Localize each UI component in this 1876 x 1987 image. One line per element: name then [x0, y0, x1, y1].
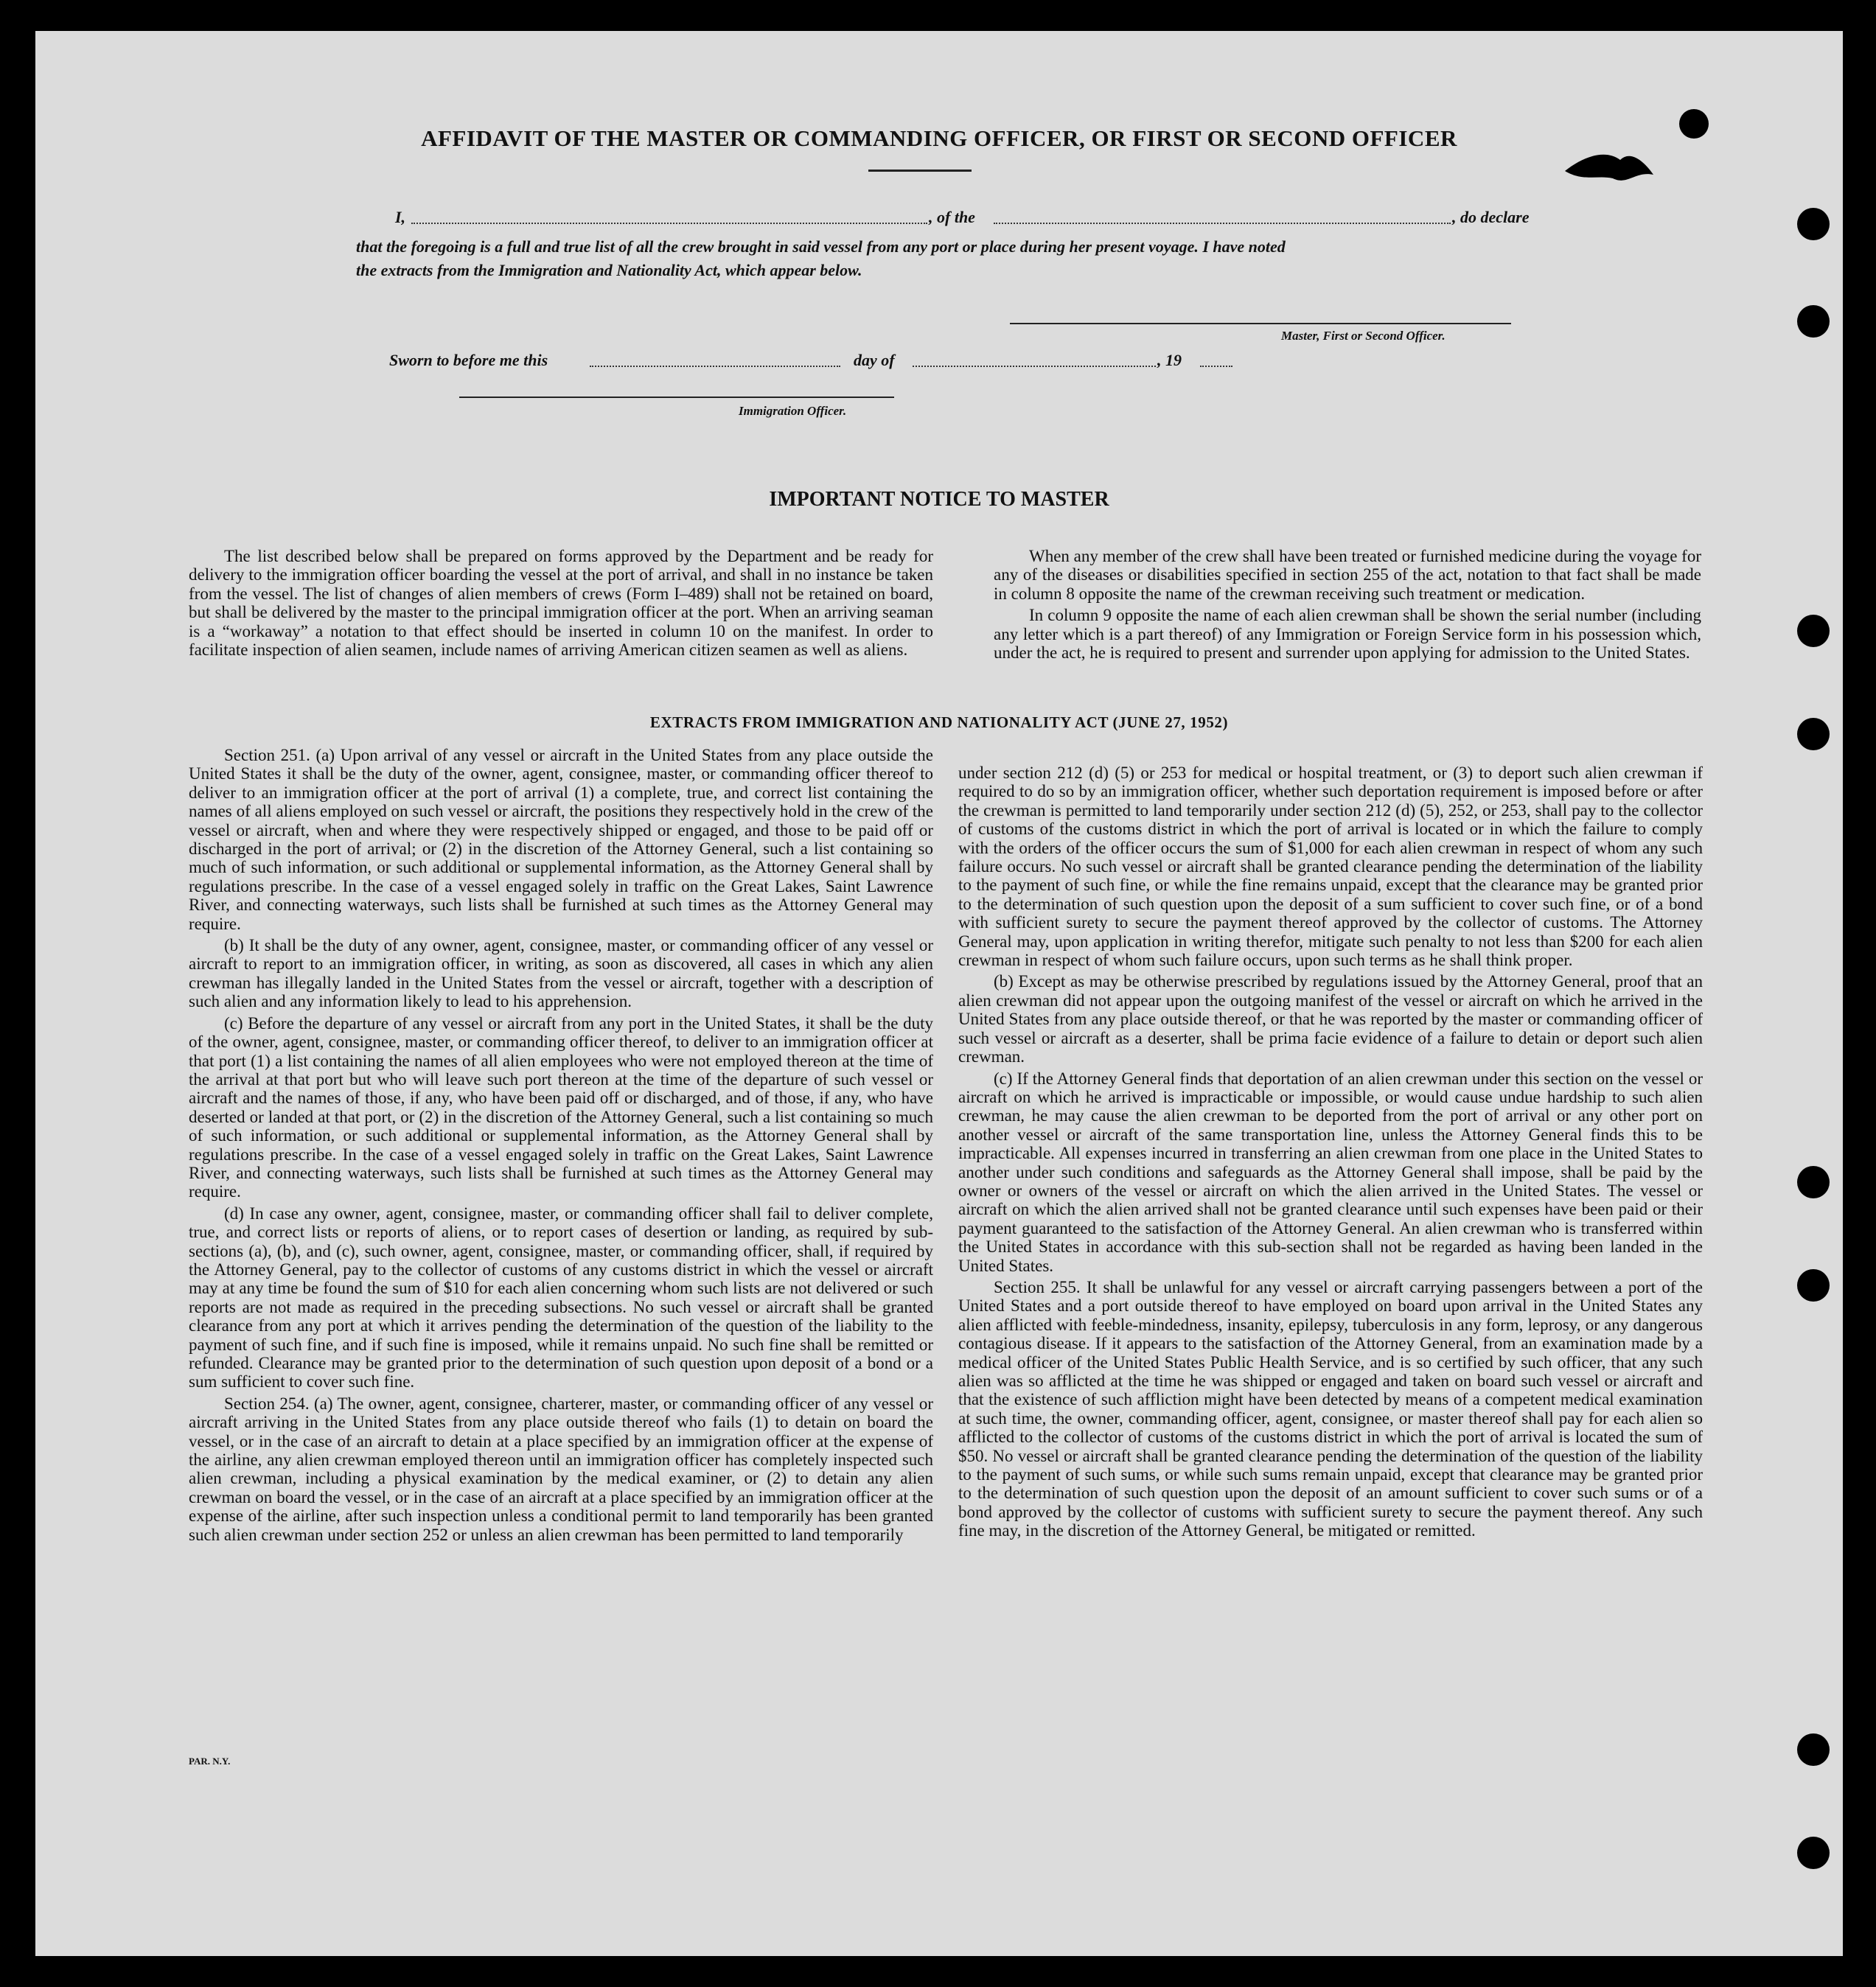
declaration-line-1: that the foregoing is a full and true list of all the crew brought in said vessel from any port or place during her present voyage. I have noted: [356, 237, 1286, 256]
extract-paragraph: (b) Except as may be otherwise prescribed by regulations issued by the Attorney General, proof that an alien crewman did not appear upon the outgoing manifest of the vessel or aircraft on which he arrived in the United States from any place outside thereof, or that he was reported by the master or commanding officer of such vessel or aircraft as a deserter, shall be prima facie evidence of a failure to detain or deport such alien crewman.: [958, 972, 1703, 1066]
day-of-label: day of: [854, 351, 895, 369]
extracts-right-column: [958, 764, 1703, 1543]
punch-hole: [1797, 1837, 1830, 1869]
extract-paragraph: Section 255. It shall be unlawful for any vessel or aircraft carrying passengers between a port of the United States and a port outside thereof to have employed on board upon arrival in the United States any alien afflicted with feeble-mindedness, insanity, epilepsy, tuberculosis in any form, leprosy, or any dangerous contagious disease. If it appears to the satisfaction of the Attorney General, from an examination made by a medical officer of the United States Public Health Service, and is so certified by such officer, that any such alien was so afflicted at the time he was shipped or engaged and taken on board such vessel or aircraft and that the existence of such affliction might have been detected by means of a competent medical examination at such time, the owner, commanding officer, agent, consignee, or master thereof shall pay for each alien so afflicted to the collector of customs of the customs district in which the port of arrival is located the sum of $50. No vessel or aircraft shall be granted clearance pending the determination of the question of the liability to the payment of such sums, or while such sums remain unpaid, except that clearance may be granted prior to the determination of such question upon the deposit of an amount sufficient to cover such sums or of a bond approved by the collector of customs with sufficient surety to secure the payment thereof. Any such fine may, in the discretion of the Attorney General, be mitigated or remitted.: [958, 1277, 1703, 1540]
immigration-officer-label: Immigration Officer.: [739, 404, 847, 418]
extract-paragraph: (d) In case any owner, agent, consignee, master, or commanding officer shall fail to deliver complete, true, and correct lists or reports of aliens, or to report cases of desertion or landing, as required by sub-sections (a), (b), and (c), such owner, agent, consignee, master, or commanding officer, shall, if required by the Attorney General, pay to the collector of customs of any customs district in which the vessel or aircraft may at any time be found the sum of $10 for each alien concerning whom such lists are not delivered or such reports are not made as required in the preceding subsections. No such vessel or aircraft shall be granted clearance from any port at which it arrives pending the determination of the question of the liability to the payment of such fine, and if such fine is imposed, while it remains unpaid. No such fine shall be remitted or refunded. Clearance may be granted prior to the determination of such question upon deposit of a bond or a sum sufficient to cover such fine.: [189, 1204, 933, 1391]
extracts-heading: EXTRACTS FROM IMMIGRATION AND NATIONALITY ACT (JUNE 27, 1952): [649, 713, 1229, 731]
punch-hole: [1679, 109, 1709, 139]
name-blank: [411, 206, 927, 224]
punch-hole: [1797, 305, 1830, 338]
i-label: I,: [395, 208, 406, 226]
vessel-blank: [994, 206, 1451, 224]
sworn-year-blank: [1200, 349, 1232, 367]
title-underline: [868, 170, 972, 172]
printer-mark: PAR. N.Y.: [189, 1756, 231, 1767]
notice-left-column: [189, 547, 933, 662]
declaration-line-2: the extracts from the Immigration and Nationality Act, which appear below.: [356, 261, 862, 279]
do-declare-label: , do declare: [1452, 208, 1530, 226]
punch-hole: [1797, 1166, 1830, 1198]
notice-right-paragraph-1: When any member of the crew shall have been treated or furnished medicine during the voyage for any of the diseases or disabilities specified in section 255 of the act, notation to that fact shall be made in column 8 opposite the name of the crewman receiving such treatment or medication.: [994, 547, 1701, 603]
punch-hole: [1797, 208, 1830, 240]
punch-hole: [1797, 1733, 1830, 1766]
extract-paragraph: Section 251. (a) Upon arrival of any vessel or aircraft in the United States from any place outside the United States it shall be the duty of the owner, agent, consignee, master, or commanding officer thereof to deliver to an immigration officer at the port of arrival (1) a complete, true, and correct list containing the names of all aliens employed on such vessel or aircraft, the positions they respectively hold in the crew of the vessel or aircraft, when and where they were respectively shipped or engaged, and those to be paid off or discharged in the port of arrival; or (2) in the discretion of the Attorney General, such a list containing so much of such information, or such additional or supplemental information, as the Attorney General shall by regulations prescribe. In the case of a vessel engaged solely in traffic on the Great Lakes, Saint Lawrence River, and connecting waterways, such lists shall be furnished at such times as the Attorney General may require.: [189, 746, 933, 933]
of-the-label: , of the: [929, 208, 975, 226]
sworn-day-blank: [590, 349, 840, 367]
extract-paragraph: Section 254. (a) The owner, agent, consignee, charterer, master, or commanding officer of any vessel or aircraft arriving in the United States from any place outside thereof who fails (1) to detain on board the vessel, or in the case of an aircraft to detain at a place specified by an immigration officer at the expense of the airline, any alien crewman employed thereon until an immigration officer has completely inspected such alien crewman, including a physical examination by the medical examiner, or (2) to detain any alien crewman on board the vessel, or in the case of an aircraft at a place specified by an immigration officer at the expense of the airline, after such inspection unless a conditional permit to land temporarily has been granted such alien crewman under section 252 or unless an alien crewman has been permitted to land temporarily: [189, 1394, 933, 1544]
notice-right-column: [994, 547, 1701, 665]
immigration-officer-line: [459, 397, 894, 398]
punch-hole: [1797, 1269, 1830, 1302]
notice-left-paragraph: The list described below shall be prepared on forms approved by the Department and be ready for delivery to the immigration officer boarding the vessel at the port of arrival, and shall in no instance be taken from the vessel. The list of changes of alien members of crews (Form I–489) shall not be retained on board, but shall be delivered by the master to the principal immigration officer at the port. When an arriving seaman is a “workaway” a notation to that effect should be inserted in column 10 on the manifest. In order to facilitate inspection of alien seamen, include names of arriving American citizen seamen as well as aliens.: [189, 547, 933, 660]
master-signature-line: [1010, 323, 1511, 324]
notice-heading: IMPORTANT NOTICE TO MASTER: [769, 488, 1109, 511]
year-label: , 19: [1157, 351, 1182, 369]
sworn-month-blank: [913, 349, 1156, 367]
extract-paragraph: (b) It shall be the duty of any owner, agent, consignee, master, or commanding officer of any vessel or aircraft to report to an immigration officer, in writing, as soon as discovered, all cases in which any alien crewman has illegally landed in the United States from the vessel or aircraft, together with a description of such alien and any information likely to lead to his apprehension.: [189, 936, 933, 1011]
extract-paragraph: (c) Before the departure of any vessel or aircraft from any port in the United States, it shall be the duty of the owner, agent, consignee, master, or commanding officer thereof, to deliver to an immigration officer at that port (1) a list containing the names of all alien employees who were not employed thereon at the time of the arrival at that port but who will leave such port thereon at the time of the departure of such vessel or aircraft and the names of those, if any, who have been paid off or discharged, and of those, if any, who have deserted or landed at that port, or (2) in the discretion of the Attorney General, such a list containing so much of such information, or such additional or supplemental information, as the Attorney General shall by regulations prescribe. In the case of a vessel engaged solely in traffic on the Great Lakes, Saint Lawrence River, and connecting waterways, such lists shall be furnished at such times as the Attorney General may require.: [189, 1013, 933, 1201]
extract-paragraph: under section 212 (d) (5) or 253 for medical or hospital treatment, or (3) to deport such alien crewman if required to do so by an immigration officer, whether such deportation requirement is imposed before or after the crewman is permitted to land temporarily under section 212 (d) (5), 252, or 253, shall pay to the collector of customs of the customs district in which the port of arrival is located or in which the failure to comply with the orders of the officer occurs the sum of $1,000 for each alien crewman in respect of whom any such failure occurs. No such vessel or aircraft shall be granted clearance pending the determination of the liability to the payment of such fine, or while the fine remains unpaid, except that the clearance may be granted prior to the determination of such question upon the deposit of a sum sufficient to cover such fine, or of a bond with sufficient surety to secure the payment thereof approved by the collector of customs. The Attorney General may, upon application in writing therefor, mitigate such penalty to not less than $200 for each alien crewman in respect of whom such failure occurs, upon such terms as he shall think proper.: [958, 764, 1703, 970]
punch-hole: [1797, 615, 1830, 647]
document-page: [35, 31, 1843, 1956]
affidavit-title: AFFIDAVIT OF THE MASTER OR COMMANDING OFFICER, OR FIRST OR SECOND OFFICER: [421, 125, 1457, 151]
ink-blot: [1561, 142, 1657, 193]
punch-hole: [1797, 718, 1830, 750]
sworn-label: Sworn to before me this: [389, 351, 548, 369]
master-signature-label: Master, First or Second Officer.: [1281, 329, 1446, 343]
extracts-left-column: [189, 746, 933, 1547]
extract-paragraph: (c) If the Attorney General finds that deportation of an alien crewman under this section on the vessel or aircraft on which he arrived is impracticable or impossible, or would cause undue hardship to such alien crewman, he may cause the alien crewman to be deported from the port of arrival or any other port on another vessel or aircraft of the same transportation line, unless the Attorney General finds this to be impracticable. All expenses incurred in transferring an alien crewman from one place in the United States to another under such conditions and safeguards as the Attorney General shall impose, shall be paid by the owner or owners of the vessel or aircraft on which the alien arrived in the United States. The vessel or aircraft on which the alien arrived shall not be granted clearance until such expenses have been paid or their payment guaranteed to the satisfaction of the Attorney General. An alien crewman who is transferred within the United States in accordance with this sub-section shall not be regarded as having been landed in the United States.: [958, 1069, 1703, 1275]
notice-right-paragraph-2: In column 9 opposite the name of each alien crewman shall be shown the serial number (including any letter which is a part thereof) of any Immigration or Foreign Service form in his possession which, under the act, he is required to present and surrender upon applying for admission to the United States.: [994, 606, 1701, 663]
